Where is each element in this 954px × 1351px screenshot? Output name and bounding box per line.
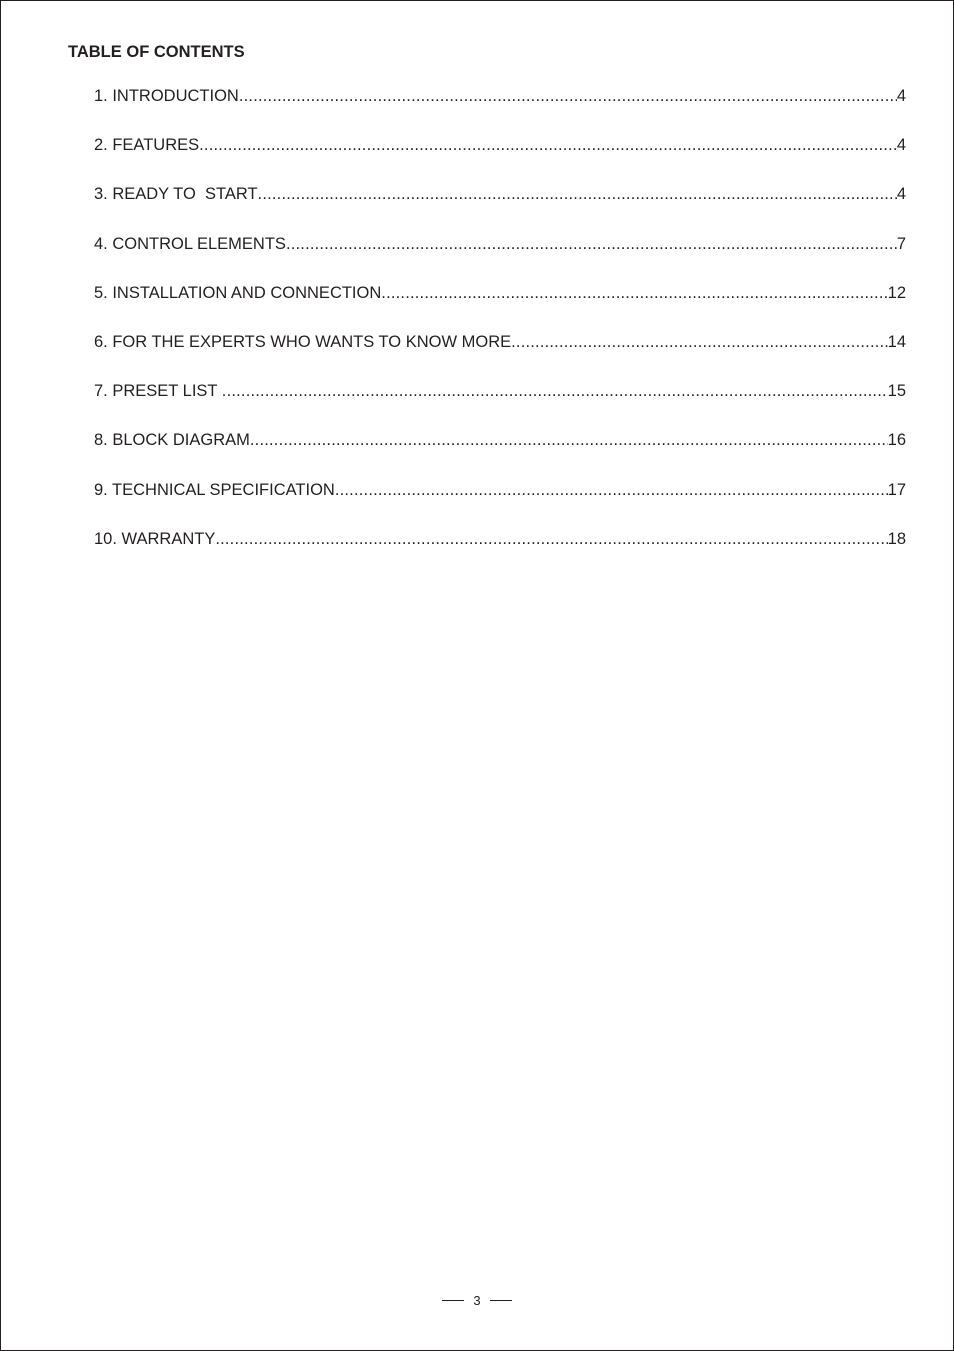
toc-entry-label: 7. PRESET LIST <box>94 382 222 401</box>
toc-entry-page: 14 <box>887 332 906 351</box>
toc-entry-page: 4 <box>896 87 906 105</box>
page-number: 3 <box>473 1293 481 1308</box>
toc-entry-label: 10. WARRANTY <box>94 529 216 548</box>
toc-entry-label: 2. FEATURES <box>94 136 200 155</box>
toc-entry-label: 4. CONTROL ELEMENTS <box>94 234 286 253</box>
toc-entry-page: 16 <box>887 431 906 450</box>
toc-entry-for-the-experts[interactable] <box>94 331 906 380</box>
dot-leader <box>199 134 897 156</box>
toc-list <box>94 85 906 577</box>
toc-entry-page: 4 <box>896 185 906 204</box>
dot-leader <box>381 282 887 304</box>
dot-leader <box>335 479 888 501</box>
toc-entry-page: 18 <box>887 529 906 548</box>
toc-entry-technical-specification[interactable] <box>94 479 906 528</box>
toc-entry-introduction[interactable] <box>94 85 906 134</box>
toc-entry-label: 1. INTRODUCTION <box>94 87 239 105</box>
dot-leader <box>511 331 888 353</box>
dot-leader <box>215 528 887 550</box>
toc-entry-page: 4 <box>896 136 906 155</box>
toc-entry-label: 3. READY TO START <box>94 185 258 204</box>
toc-entry-label: 9. TECHNICAL SPECIFICATION <box>94 480 335 499</box>
footer-rule-left <box>442 1300 464 1301</box>
toc-entry-control-elements[interactable] <box>94 233 906 282</box>
toc-entry-warranty[interactable] <box>94 528 906 577</box>
dot-leader <box>286 233 897 255</box>
toc-title: TABLE OF CONTENTS <box>68 43 245 61</box>
toc-entry-page: 15 <box>887 382 906 401</box>
page-footer <box>1 1293 953 1308</box>
footer-rule-right <box>490 1300 512 1301</box>
toc-entry-page: 12 <box>887 283 906 302</box>
dot-leader <box>258 183 897 205</box>
toc-entry-installation-and-connection[interactable] <box>94 282 906 331</box>
toc-entry-preset-list[interactable] <box>94 380 906 429</box>
toc-entry-label: 5. INSTALLATION AND CONNECTION <box>94 283 382 302</box>
toc-entry-ready-to-start[interactable] <box>94 183 906 232</box>
toc-entry-features[interactable] <box>94 134 906 183</box>
dot-leader <box>239 85 897 107</box>
toc-entry-label: 8. BLOCK DIAGRAM <box>94 431 250 450</box>
toc-entry-page: 17 <box>887 480 906 499</box>
toc-entry-label: 6. FOR THE EXPERTS WHO WANTS TO KNOW MORE <box>94 332 512 351</box>
toc-entry-block-diagram[interactable] <box>94 429 906 478</box>
toc-entry-page: 7 <box>896 234 906 253</box>
dot-leader <box>250 429 888 451</box>
dot-leader <box>222 380 888 402</box>
